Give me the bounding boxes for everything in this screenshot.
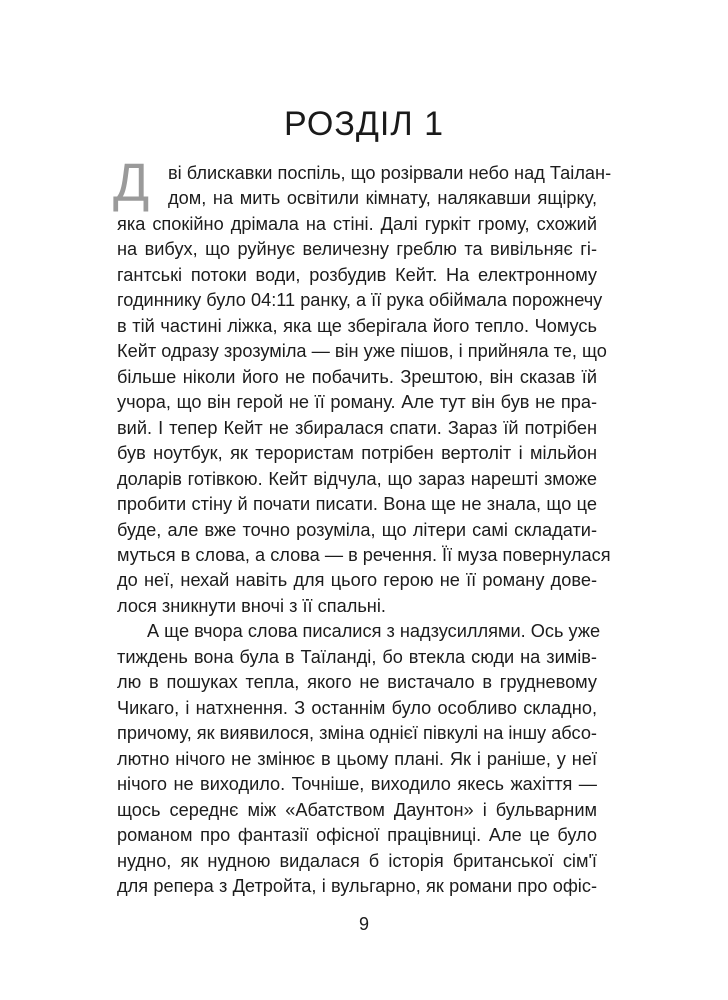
text-line: доларів готівкою. Кейт відчула, що зараз нарешті зможе bbox=[117, 468, 597, 489]
text-line: на вибух, що руйнує величезну греблю та вивільняє гі- bbox=[117, 239, 597, 260]
text-line: лося зникнути вночі з її спальні. bbox=[117, 595, 386, 616]
text-line: нудно, як нудною видалася б історія британської сім'ї bbox=[117, 850, 597, 871]
text-line: для репера з Детройта, і вульгарно, як романи про офіс- bbox=[117, 876, 597, 896]
drop-cap: Д bbox=[113, 154, 150, 213]
text-line: лютно нічого не змінює в цьому плані. Як і раніше, у неї bbox=[117, 748, 597, 769]
text-line: був ноутбук, як терористам потрібен вертоліт і мільйон bbox=[117, 443, 597, 464]
text-line: учора, що він герой не її роману. Але тут він був не пра- bbox=[117, 392, 597, 413]
text-line: до неї, нехай навіть для цього герою не її роману дове- bbox=[117, 570, 597, 591]
text-line: лю в пошуках тепла, якого не вистачало в грудневому bbox=[117, 672, 597, 693]
text-line: яка спокійно дрімала на стіні. Далі гуркіт грому, схожий bbox=[117, 213, 597, 234]
text-line: Чикаго, і натхнення. З останнім було особливо складно, bbox=[117, 697, 597, 718]
page-number: 9 bbox=[358, 914, 369, 934]
text-line: романом про фантазії офісної працівниці. Але це було bbox=[117, 825, 597, 846]
text-line: дом, на мить освітили кімнату, налякавши ящірку, bbox=[168, 188, 597, 209]
text-line: ві блискавки поспіль, що розірвали небо над Таілан- bbox=[168, 163, 612, 183]
text-line: тиждень вона була в Таїланді, бо втекла сюди на зимів- bbox=[117, 646, 597, 667]
text-line: Кейт одразу зрозуміла — він уже пішов, і прийняла те, що bbox=[117, 341, 607, 362]
text-line: більше ніколи його не побачить. Зрештою, він сказав їй bbox=[117, 366, 597, 387]
text-line: гантські потоки води, розбудив Кейт. На електронному bbox=[117, 264, 597, 285]
text-line: вий. І тепер Кейт не збиралася спати. Зараз їй потрібен bbox=[117, 417, 597, 438]
text-line: в тій частині ліжка, яка ще зберігала його тепло. Чомусь bbox=[117, 315, 597, 336]
text-line: щось середнє між «Абатством Даунтон» і бульварним bbox=[117, 799, 597, 820]
chapter-title: РОЗДІЛ 1 bbox=[283, 105, 445, 143]
text-line: причому, як виявилося, зміна однієї півкулі на іншу абсо- bbox=[117, 723, 597, 744]
text-line: годиннику було 04:11 ранку, а її рука обіймала порожнечу bbox=[117, 290, 603, 311]
text-line: муться в слова, а слова — в речення. Її муза повернулася bbox=[117, 544, 611, 565]
text-line: пробити стіну й почати писати. Вона ще не знала, що це bbox=[117, 494, 597, 515]
text-line: нічого не виходило. Точніше, виходило якесь жахіття — bbox=[117, 774, 597, 795]
text-line: буде, але вже точно розуміла, що літери самі складати- bbox=[117, 519, 597, 540]
text-line: А ще вчора слова писалися з надзусиллями. Ось уже bbox=[147, 621, 601, 642]
